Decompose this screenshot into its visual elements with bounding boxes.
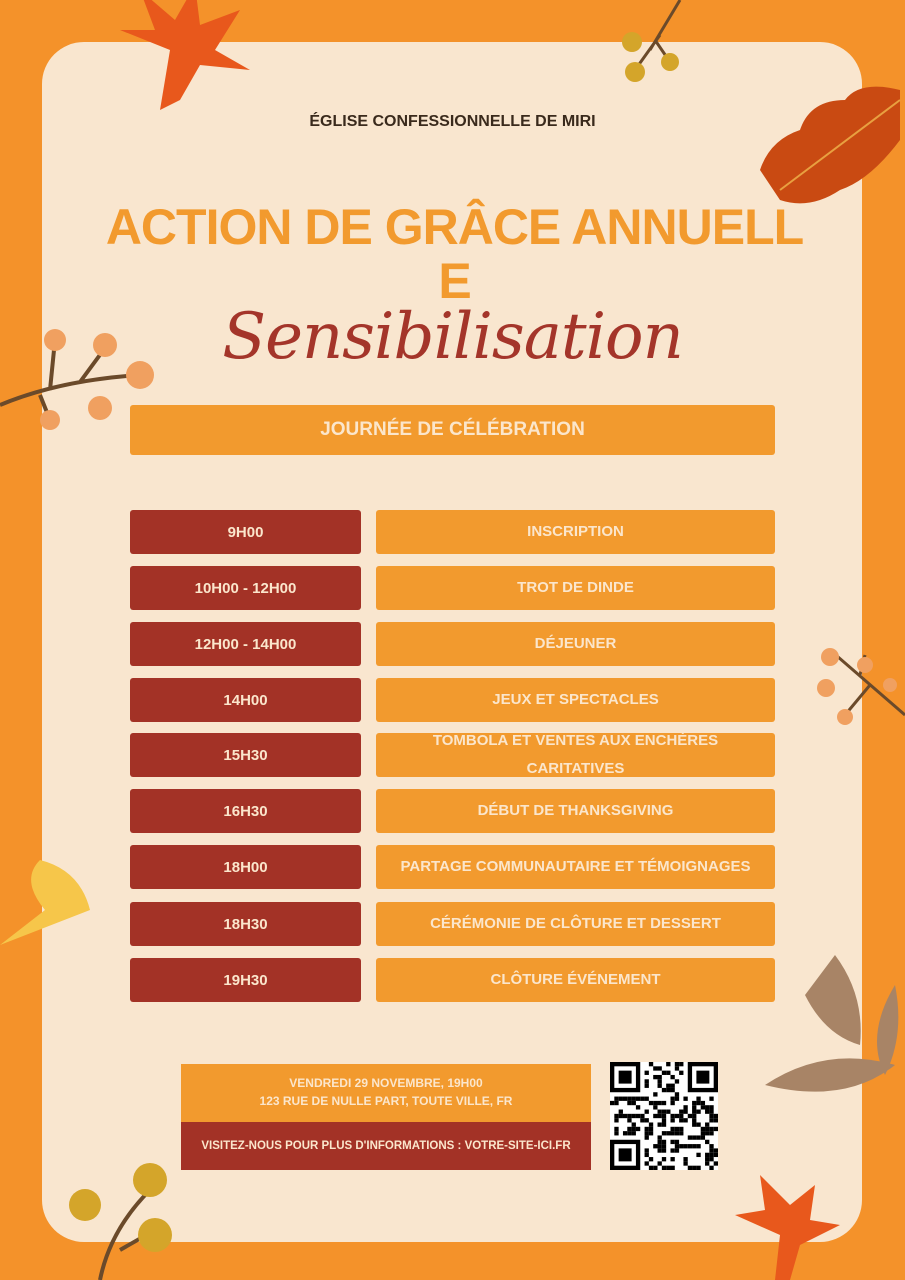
event-subtitle: Sensibilisation	[222, 300, 683, 374]
schedule-time: 18H30	[130, 902, 361, 946]
maple-leaf-icon	[720, 1175, 840, 1280]
schedule-activity: DÉBUT DE THANKSGIVING	[376, 789, 775, 833]
schedule-time: 15H30	[130, 733, 361, 777]
schedule-activity: TOMBOLA ET VENTES AUX ENCHÈRES CARITATIVES	[376, 733, 775, 777]
schedule-activity: JEUX ET SPECTACLES	[376, 678, 775, 722]
schedule-row	[130, 789, 775, 833]
maple-leaf-icon	[100, 0, 260, 120]
schedule-activity: CÉRÉMONIE DE CLÔTURE ET DESSERT	[376, 902, 775, 946]
schedule-time: 19H30	[130, 958, 361, 1002]
event-date: VENDREDI 29 NOVEMBRE, 19H00	[289, 1076, 483, 1090]
website-info: VISITEZ-NOUS POUR PLUS D'INFORMATIONS : VOTRE-SITE-ICI.FR	[181, 1122, 591, 1170]
ginkgo-leaf-icon	[0, 860, 95, 955]
schedule-activity: INSCRIPTION	[376, 510, 775, 554]
event-info	[181, 1064, 591, 1122]
schedule-time: 16H30	[130, 789, 361, 833]
schedule-time: 12H00 - 14H00	[130, 622, 361, 666]
schedule-row	[130, 566, 775, 610]
berries-icon	[610, 0, 690, 90]
schedule-row	[130, 510, 775, 554]
oak-leaf-icon	[750, 80, 905, 210]
event-title: ACTION DE GRÂCE ANNUELLE	[105, 199, 804, 309]
schedule-header: JOURNÉE DE CÉLÉBRATION	[130, 405, 775, 455]
dry-leaves-icon	[765, 955, 905, 1130]
schedule-row	[130, 958, 775, 1002]
qr-code[interactable]	[610, 1062, 718, 1170]
schedule-activity: TROT DE DINDE	[376, 566, 775, 610]
schedule-activity: PARTAGE COMMUNAUTAIRE ET TÉMOIGNAGES	[376, 845, 775, 889]
schedule-time: 9H00	[130, 510, 361, 554]
berry-branch-icon	[60, 1150, 190, 1280]
schedule-row	[130, 902, 775, 946]
berry-branch-icon	[810, 640, 905, 730]
schedule-activity: CLÔTURE ÉVÉNEMENT	[376, 958, 775, 1002]
church-name: ÉGLISE CONFESSIONNELLE DE MIRI	[309, 113, 596, 130]
schedule-time: 18H00	[130, 845, 361, 889]
schedule-row	[130, 622, 775, 666]
schedule-row	[130, 678, 775, 722]
schedule-time: 14H00	[130, 678, 361, 722]
schedule-time: 10H00 - 12H00	[130, 566, 361, 610]
schedule-row	[130, 733, 775, 777]
event-address: 123 RUE DE NULLE PART, TOUTE VILLE, FR	[259, 1094, 513, 1108]
schedule-row	[130, 845, 775, 889]
schedule-activity: DÉJEUNER	[376, 622, 775, 666]
